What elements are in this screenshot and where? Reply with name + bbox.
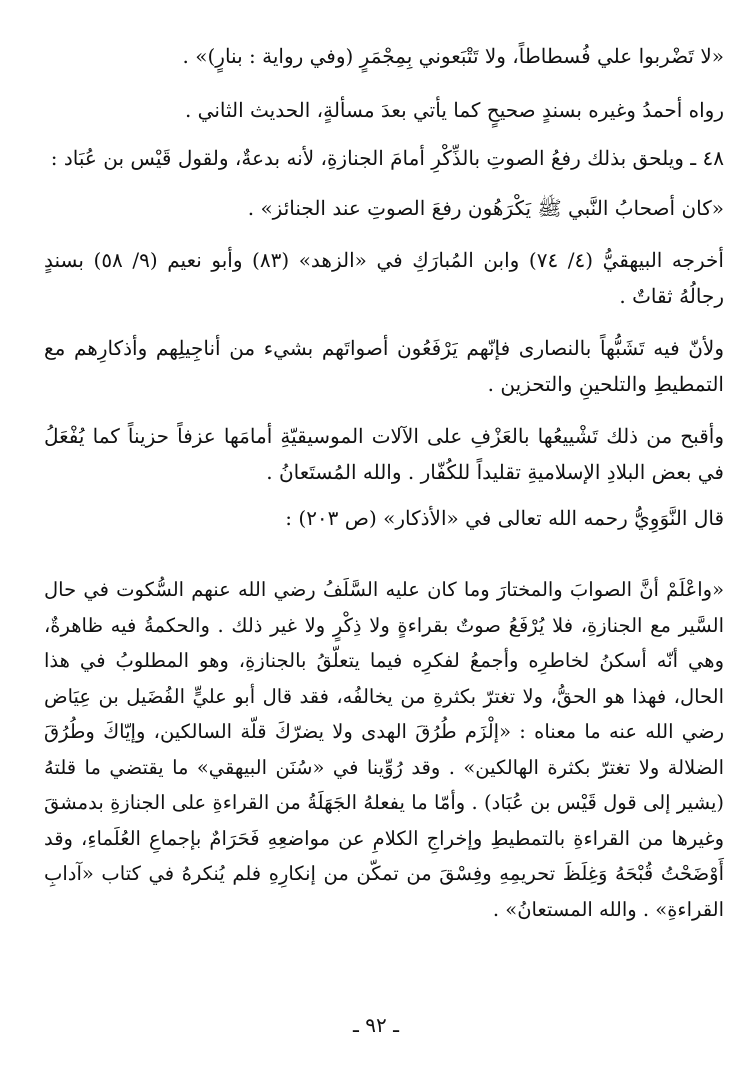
section-48-paragraph: ٤٨ ـ ويلحق بذلك رفعُ الصوتِ بالذِّكْرِ أمامَ الجنازةِ، لأنه بدعةٌ، ولقول قَيْس بن عُبَاد : [50,146,724,170]
nawawi-quote-block: «واعْلَمْ أنَّ الصوابَ والمختارَ وما كان عليه السَّلَفُ رضي الله عنهم السُّكوت في حال السَّير مع الجنازةِ، فلا يُرْفَعُ صوتٌ بقراءةٍ ولا ذِكْرٍ ولا غير ذلك . والحكمةُ فيه ظاهرةٌ، وهي أنّه أسكنُ لخاطرِه وأجمعُ لفكرِه فيما يتعلّقُ بالجنازةِ، وهو المطلوبُ في هذا الحال، فهذا هو الحقُّ، ولا تغترّ بكثرةِ من يخالفُه، فقد قال أبو عليٍّ الفُضَيل بن عِيَاض رضي الله عنه ما معناه : «إلْزَم طُرُقَ الهدى ولا يضرّكَ قلّة السالكين، وإيّاكَ وطُرُقَ الضلالة ولا تغترّ بكثرة الهالكين» . وقد رُوِّينا في «سُنَن البيهقي» ما يقتضي ما قلتهُ (يشير إلى قول قَيْس بن عُبَاد) . وأمّا ما يفعلهُ الجَهَلَةُ من القراءةِ على الجنازةِ بدمشقَ وغيرها من القراءةِ بالتمطيطِ وإخراجِ الكلامِ عن مواضعِهِ فَحَرَامٌ بإجماعِ العُلَماءِ، وقد أَوْضَحْتُ قُبْحَهُ وَغِلَظَ تحريمِهِ وفِسْقَ من تمكّن من إنكارِهِ فلم يُنكرهُ في كتاب «آدابِ القراءةِ» . والله المستعانُ» . [44,578,724,921]
music-paragraph: وأقبح من ذلك تَشْييعُها بالعَزْفِ على الآلات الموسيقيّةِ أمامَها عزفاً حزيناً كما يُفْعَلُ في بعض البلادِ الإسلاميةِ تقليداً للكُفّار . والله المُستَعانُ . [44,424,724,484]
nawawi-intro-paragraph: قال النَّوَوِيُّ رحمه الله تعالى في «الأذكار» (ص ٢٠٣) : [285,506,724,530]
page-number: ـ ٩٢ ـ [353,1013,399,1037]
document-page [44,32,724,1061]
hadith-quote-paragraph: «لا تَضْربوا علي فُسطاطاً، ولا تَتْبَعوني بِمِجْمَرٍ (وفي رواية : بنارٍ)» . [182,44,724,68]
qays-quote-paragraph: «كان أصحابُ النَّبي ﷺ يَكْرَهُون رفعَ الصوتِ عند الجنائز» . [247,196,724,220]
takhrij-paragraph: أخرجه البيهقيُّ (٤/ ٧٤) وابن المُبارَكِ في «الزهد» (٨٣) وأبو نعيم (٩/ ٥٨) بسندٍ رجالُهُ ثقاتٌ . [44,248,724,308]
narration-paragraph: رواه أحمدُ وغيره بسندٍ صحيحٍ كما يأتي بعدَ مسألةٍ، الحديث الثاني . [184,98,724,122]
christians-imitation-paragraph: ولأنّ فيه تَشَبُّهاً بالنصارى فإنّهم يَرْفَعُون أصواتَهم بشيء من أناجِيلِهم وأذكارِهم مع التمطيطِ والتلحينِ والتحزين . [44,336,724,396]
